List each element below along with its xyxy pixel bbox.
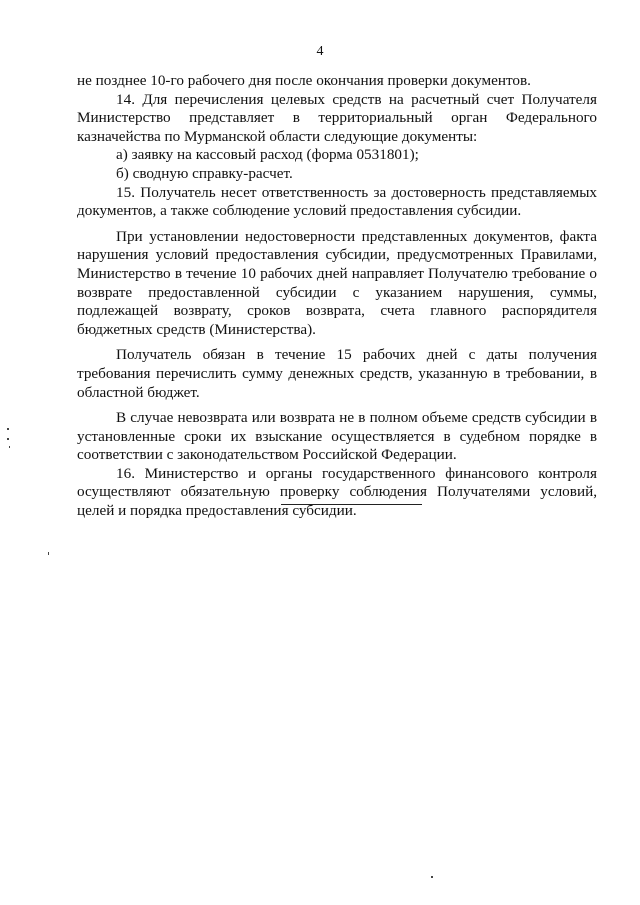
scan-speck <box>9 446 10 448</box>
paragraph-court-recovery: В случае невозврата или возврата не в полном объеме средств субсидии в установленные сроки их взыскание осуществляется в судебном порядке в соответствии с законодательством Российской Федерации. <box>77 409 597 464</box>
scan-speck <box>7 428 9 430</box>
paragraph-refund-obligation: Получатель обязан в течение 15 рабочих дней с даты получения требования перечислить сумму денежных средств, указанную в требовании, в областной бюджет. <box>77 346 597 401</box>
paragraph-violation: При установлении недостоверности представленных документов, факта нарушения условий предоставления субсидии, предусмотренных Правилами, Министерство в течение 10 рабочих дней направляет Получателю требование о возврате предоставленной субсидии с указанием нарушения, суммы, подлежащей возврату, сроков возврата, счета главного распорядителя бюджетных средств (Министерства). <box>77 227 597 338</box>
scan-speck <box>48 552 49 555</box>
list-item-a: а) заявку на кассовый расход (форма 0531801); <box>116 146 419 164</box>
scan-speck <box>431 876 433 878</box>
paragraph-16: 16. Министерство и органы государственного финансового контроля осуществляют обязательную проверку соблюдения Получателями условий, целей и порядка предоставления субсидии. <box>77 464 597 520</box>
document-text <box>77 72 597 521</box>
list-item-b: б) сводную справку-расчет. <box>116 164 293 182</box>
paragraph-continuation: не позднее 10-го рабочего дня после окончания проверки документов. <box>77 72 531 89</box>
end-separator-line <box>281 504 422 505</box>
scan-speck <box>7 438 9 440</box>
paragraph-14: 14. Для перечисления целевых средств на расчетный счет Получателя Министерство представляет в территориальный орган Федерального казначейства по Мурманской области следующие документы: <box>77 90 597 145</box>
page-number: 4 <box>316 44 324 59</box>
paragraph-15: 15. Получатель несет ответственность за достоверность представляемых документов, а также соблюдение условий предоставления субсидии. <box>77 183 597 220</box>
